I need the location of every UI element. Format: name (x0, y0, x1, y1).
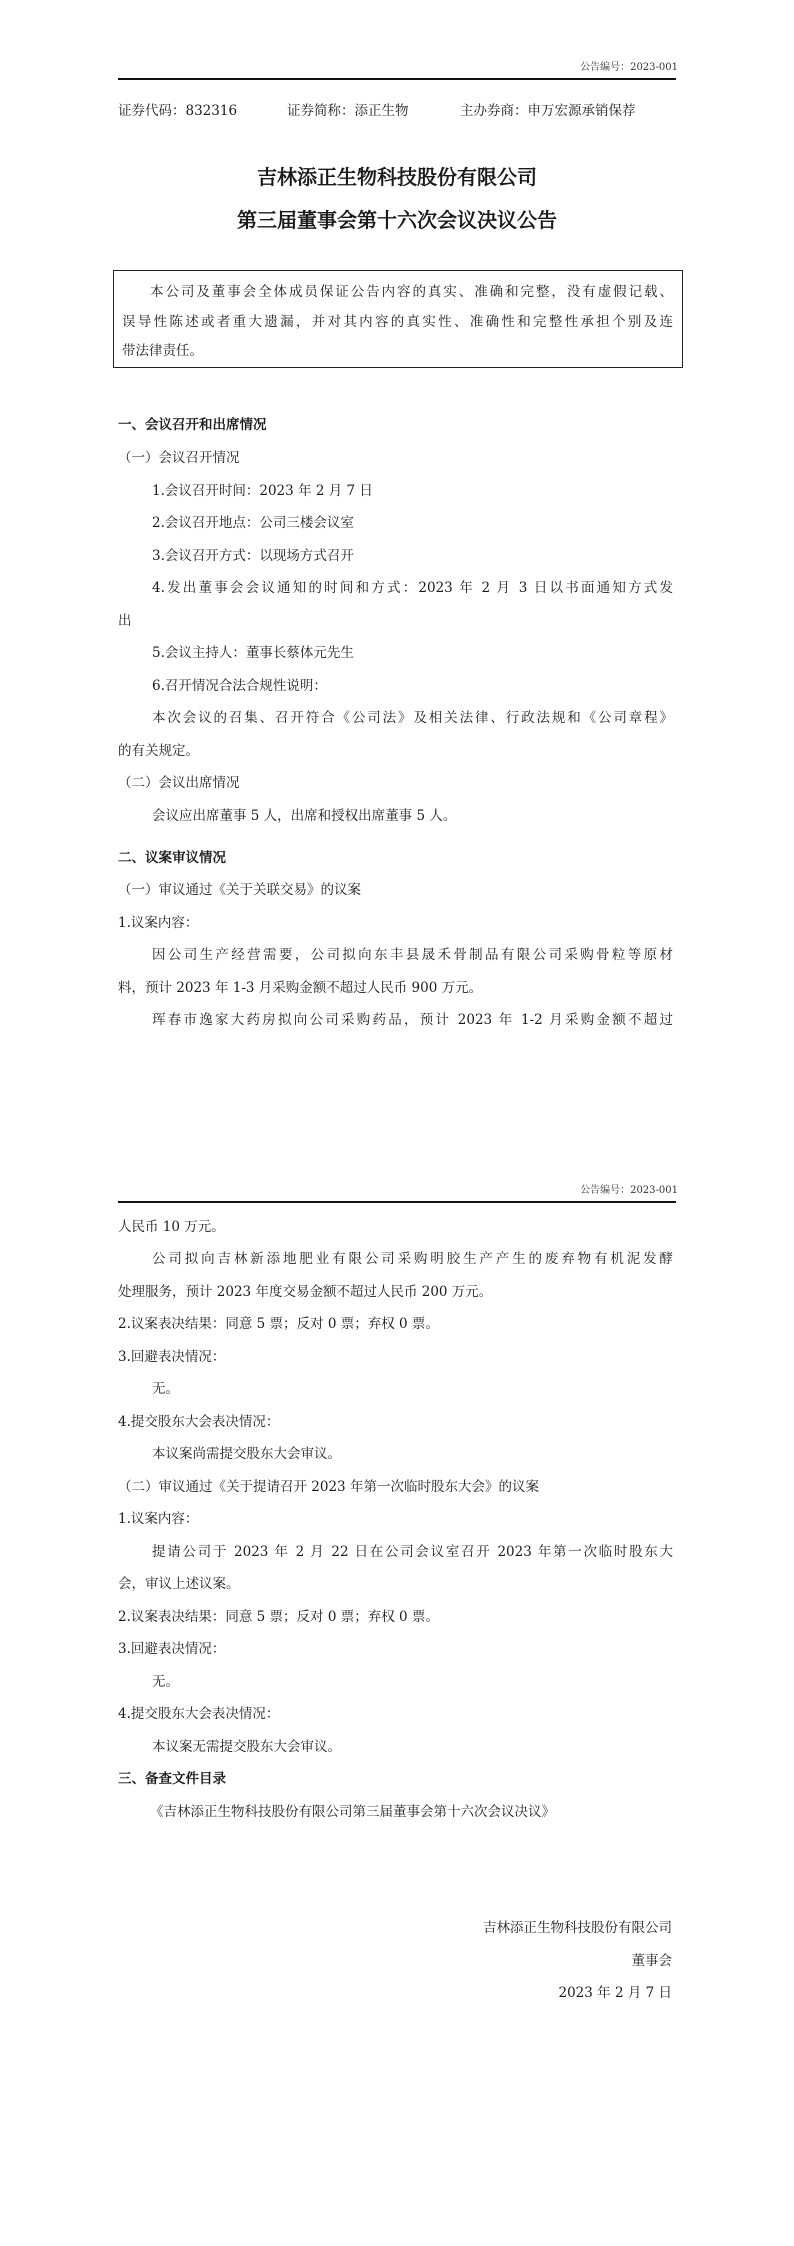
motion-1-content-label: 1.议案内容： (118, 915, 199, 931)
motion-1-recusal-value: 无。 (152, 1381, 179, 1397)
header-rule-p2 (118, 1201, 676, 1203)
motion-1-para-2: 珲春市逸家大药房拟向公司采购药品，预计 2023 年 1-2 月采购金额不超过 (152, 1012, 673, 1028)
motion-2-para-1: 提请公司于 2023 年 2 月 22 日在公司会议室召开 2023 年第一次临时股东大 (152, 1544, 673, 1560)
subsection-meeting-info: （一）会议召开情况 (118, 450, 240, 466)
motion-1-para-1-cont: 料，预计 2023 年 1-3 月采购金额不超过人民币 900 万元。 (118, 980, 483, 996)
motion-2-recusal-value: 无。 (152, 1674, 179, 1690)
motion-2-vote-result: 2.议案表决结果：同意 5 票；反对 0 票；弃权 0 票。 (118, 1609, 439, 1625)
motion-1-title: （一）审议通过《关于关联交易》的议案 (118, 882, 361, 898)
header-rule (118, 78, 676, 80)
compliance-text: 本次会议的召集、召开符合《公司法》及相关法律、行政法规和《公司章程》 (152, 710, 673, 726)
section-2-heading: 二、议案审议情况 (118, 850, 226, 866)
signature-board: 董事会 (631, 1953, 672, 1969)
motion-2-submit-value: 本议案无需提交股东大会审议。 (152, 1739, 341, 1755)
motion-1-para-3-cont: 处理服务，预计 2023 年度交易金额不超过人民币 200 万元。 (118, 1284, 493, 1300)
motion-2-para-1-cont: 会，审议上述议案。 (118, 1576, 240, 1592)
signature-company: 吉林添正生物科技股份有限公司 (483, 1920, 672, 1936)
motion-2-content-label: 1.议案内容： (118, 1511, 199, 1527)
notice-number: 公告编号：2023-001 (580, 62, 678, 73)
section-3-heading: 三、备查文件目录 (118, 1771, 226, 1787)
broker: 主办券商：申万宏源承销保荐 (460, 103, 636, 119)
motion-1-submit-label: 4.提交股东大会表决情况： (118, 1414, 280, 1430)
motion-1-vote-result: 2.议案表决结果：同意 5 票；反对 0 票；弃权 0 票。 (118, 1316, 439, 1332)
motion-1-para-1: 因公司生产经营需要，公司拟向东丰县晟禾骨制品有限公司采购骨粒等原材 (152, 947, 673, 963)
disclaimer-line-2: 误导性陈述或者重大遗漏，并对其内容的真实性、准确性和完整性承担个别及连 (122, 314, 673, 330)
motion-2-submit-label: 4.提交股东大会表决情况： (118, 1706, 280, 1722)
signature-date: 2023 年 2 月 7 日 (558, 1985, 672, 2001)
motion-1-submit-value: 本议案尚需提交股东大会审议。 (152, 1446, 341, 1462)
notice-time-method-cont: 出 (118, 613, 132, 629)
motion-1-recusal-label: 3.回避表决情况： (118, 1349, 226, 1365)
notice-number-p2: 公告编号：2023-001 (580, 1185, 678, 1196)
subsection-attendance: （二）会议出席情况 (118, 775, 240, 791)
meeting-time: 1.会议召开时间：2023 年 2 月 7 日 (152, 483, 373, 499)
notice-time-method: 4.发出董事会会议通知的时间和方式：2023 年 2 月 3 日以书面通知方式发 (152, 580, 673, 596)
motion-2-recusal-label: 3.回避表决情况： (118, 1641, 226, 1657)
motion-1-para-2-cont: 人民币 10 万元。 (118, 1219, 225, 1235)
company-title: 吉林添正生物科技股份有限公司 (257, 165, 537, 189)
page-2 (0, 1123, 794, 2246)
motion-1-para-3: 公司拟向吉林新添地肥业有限公司采购明胶生产产生的废弃物有机泥发酵 (152, 1251, 673, 1267)
meeting-method: 3.会议召开方式：以现场方式召开 (152, 548, 354, 564)
motion-2-title: （二）审议通过《关于提请召开 2023 年第一次临时股东大会》的议案 (118, 1479, 539, 1495)
stock-code: 证券代码：832316 (118, 103, 238, 119)
announcement-title: 第三届董事会第十六次会议决议公告 (237, 208, 557, 232)
attendance-text: 会议应出席董事 5 人，出席和授权出席董事 5 人。 (152, 808, 457, 824)
disclaimer-line-3: 带法律责任。 (122, 343, 203, 359)
disclaimer-line-1: 本公司及董事会全体成员保证公告内容的真实、准确和完整，没有虚假记载、 (150, 284, 673, 300)
section-1-heading: 一、会议召开和出席情况 (118, 417, 267, 433)
meeting-host: 5.会议主持人：董事长蔡体元先生 (152, 645, 354, 661)
compliance-text-cont: 的有关规定。 (118, 743, 199, 759)
compliance-label: 6.召开情况合法合规性说明： (152, 678, 327, 694)
stock-abbr: 证券简称：添正生物 (287, 103, 409, 119)
meeting-location: 2.会议召开地点：公司三楼会议室 (152, 515, 354, 531)
reference-document: 《吉林添正生物科技股份有限公司第三届董事会第十六次会议决议》 (150, 1804, 555, 1820)
